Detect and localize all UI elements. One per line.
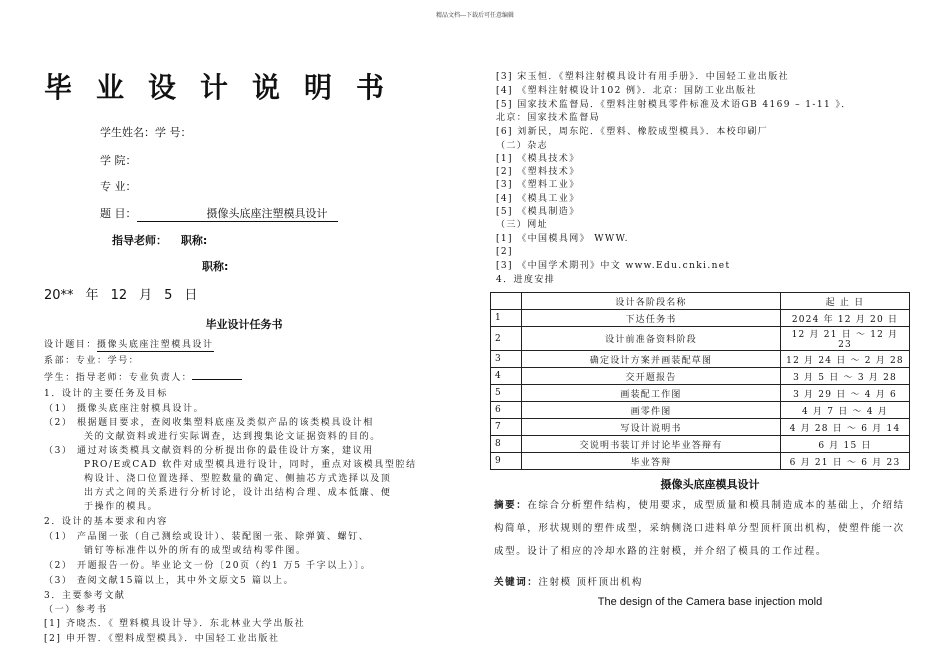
blank-underline: [192, 379, 242, 380]
s1-item-2b: 关的文献资料或进行实际调查，达到搜集论文证据资料的目的。: [84, 432, 381, 442]
keywords-label: 关键词：: [494, 577, 539, 588]
dept-line: 系部：专业：学号：: [44, 356, 140, 366]
design-topic-line: 设计题目：摄像头底座注塑模具设计: [44, 340, 214, 350]
right-column: [490, 0, 920, 672]
mag-2: [2] 《塑料技术》: [496, 167, 580, 177]
web-3: [3] 《中国学术期刊》中文 www.Edu.cnki.net: [496, 261, 731, 271]
table-row: 6 画零件图 4 月 7 日 ～ 4 月: [491, 402, 910, 419]
s2-item-2: （2） 开题报告一份。毕业论文一份〔20页（约1 万5 千字以上）〕。: [44, 561, 372, 571]
abstract-title: 摄像头底座模具设计: [660, 478, 760, 491]
table-row: 4 交开题报告 3 月 5 日 ～ 3 月 28: [491, 368, 910, 385]
date-year: 20**: [44, 288, 74, 303]
cover-date: 20** 年 12 月 5 日: [44, 288, 198, 303]
schedule-header-dates: 起 止 日: [781, 293, 910, 310]
table-row: 7 写设计说明书 4 月 28 日 ～ 6 月 14: [491, 419, 910, 436]
ref-1: [1] 齐晓杰．《 塑料模具设计导》．东北林业大学出版社: [44, 619, 306, 629]
s1-item-3b: PRO/E或CAD 软件对成型模具进行设计，同时，重点对该模具型腔结: [84, 460, 417, 470]
advisor-label: 指导老师：: [112, 234, 167, 247]
mag-5: [5] 《模具制造》: [496, 207, 580, 217]
student-name-line: 学生姓名：学 号：: [100, 126, 192, 139]
section-1: 1．设计的主要任务及目标: [44, 389, 168, 399]
websites-heading: （三）网址: [496, 220, 549, 230]
keywords-text: 注射模 顶杆顶出机构: [538, 577, 643, 588]
mag-1: [1] 《模具技术》: [496, 154, 580, 164]
abstract-label: 摘要：: [494, 500, 528, 511]
s1-item-3c: 构设计、浇口位置选择、型腔数量的确定、侧抽芯方式选择以及顶: [84, 474, 392, 484]
mag-4: [4] 《模具工业》: [496, 194, 580, 204]
title-label-2: 职称:: [202, 260, 229, 273]
web-2: [2]: [496, 247, 513, 257]
design-topic-value: 摄像头底座注塑模具设计: [97, 340, 214, 350]
table-row: 2 设计前准备资料阶段 12 月 21 日 ～ 12 月 23: [491, 327, 910, 351]
abstract-text: 在综合分析塑件结构，使用要求，成型质量和模具制造成本的基础上，介绍结构简单，形状规则的塑件成型，采纳侧浇口进料单分型顶杆顶出机构，使塑件能一次成型。设计了相应的冷却水路的注射模，并介绍了模具的工作过程。: [494, 500, 905, 557]
table-row: 8 交说明书装订并讨论毕业答辩有 6 月 15 日: [491, 436, 910, 453]
left-column: [44, 0, 474, 672]
s2-item-1b: 销钉等标准件以外的所有的成型或结构零件图。: [84, 546, 307, 556]
section-3: 3．主要参考文献: [44, 591, 126, 601]
s1-item-3a: （3） 通过对该类模具文献资料的分析提出你的最佳设计方案，建议用: [44, 446, 374, 456]
schedule-header-row: [491, 293, 910, 310]
date-day: 5: [164, 288, 173, 303]
schedule-table: [490, 292, 910, 470]
advisor-line: [112, 232, 207, 248]
web-1: [1] 《中国模具网》 WWW.: [496, 234, 629, 244]
major-label: 专 业：: [100, 180, 137, 193]
table-row: 3 确定设计方案并画装配草图 12 月 24 日 ～ 2 月 28: [491, 351, 910, 368]
title-label-1: 职称:: [180, 234, 208, 247]
section-2: 2．设计的基本要求和内容: [44, 517, 168, 527]
schedule-header-stage: 设计各阶段名称: [522, 293, 781, 310]
cover-title: 毕业设计说明书: [44, 71, 409, 104]
keywords-line: [494, 574, 643, 588]
abstract-paragraph: [494, 494, 910, 563]
ref-2: [2] 申开智．《塑料成型模具》．中国轻工业出版社: [44, 634, 280, 644]
task-student-line: 学生：指导老师：专业负责人：: [44, 373, 242, 384]
ref-4: [4] 《塑料注射模设计102 例》．北京：国防工业出版社: [496, 86, 757, 96]
s1-item-2a: （2） 根据题目要求，查阅收集塑料底座及类似产品的该类模具设计相: [44, 418, 374, 428]
english-title: The design of the Camera base injection mold: [597, 596, 823, 608]
s1-item-3e: 于操作的模具。: [84, 502, 159, 512]
ref-5a: [5] 国家技术监督局．《塑料注射模具零件标准及术语GB 4169 – 1-11 》．: [496, 100, 852, 110]
date-month: 12: [110, 288, 128, 303]
ref-6: [6] 刘新民，周东陀．《塑料、橡胶成型模具》．本校印刷厂: [496, 127, 769, 137]
table-row: 9 毕业答辩 6 月 21 日 ～ 6 月 23: [491, 453, 910, 470]
ref-5b: 北京：国家技术监督局: [496, 113, 601, 123]
schedule-heading: 4．进度安排: [496, 275, 556, 285]
topic-line: [100, 205, 338, 222]
s1-item-3d: 出方式之间的关系进行分析讨论，设计出结构合理、成本低廉、便: [84, 488, 392, 498]
mag-3: [3] 《塑料工业》: [496, 180, 580, 190]
magazines-heading: （二）杂志: [496, 141, 549, 151]
s2-item-1a: （1） 产品图一张（自己测绘或设计）、装配图一张、除弹簧、螺钉、: [44, 532, 370, 542]
s2-item-3: （3） 查阅文献15篇以上，其中外文原文5 篇以上。: [44, 576, 295, 586]
topic-value: 摄像头底座注塑模具设计: [137, 205, 338, 222]
college-label: 学 院：: [100, 154, 137, 167]
s1-item-1: （1） 摄像头底座注射模具设计。: [44, 404, 205, 414]
task-title: 毕业设计任务书: [205, 318, 283, 331]
topic-label: 题 目：: [100, 207, 137, 220]
header-note: 精品文档---下载后可任意编辑: [435, 12, 515, 19]
ref-3: [3] 宋玉恒．《塑料注射模具设计有用手册》．中国轻工业出版社: [496, 72, 790, 82]
table-row: 5 画装配工作图 3 月 29 日 ～ 4 月 6: [491, 385, 910, 402]
table-row: 1 下达任务书 2024 年 12 月 20 日: [491, 310, 910, 327]
books-heading: （一）参考书: [44, 605, 108, 615]
